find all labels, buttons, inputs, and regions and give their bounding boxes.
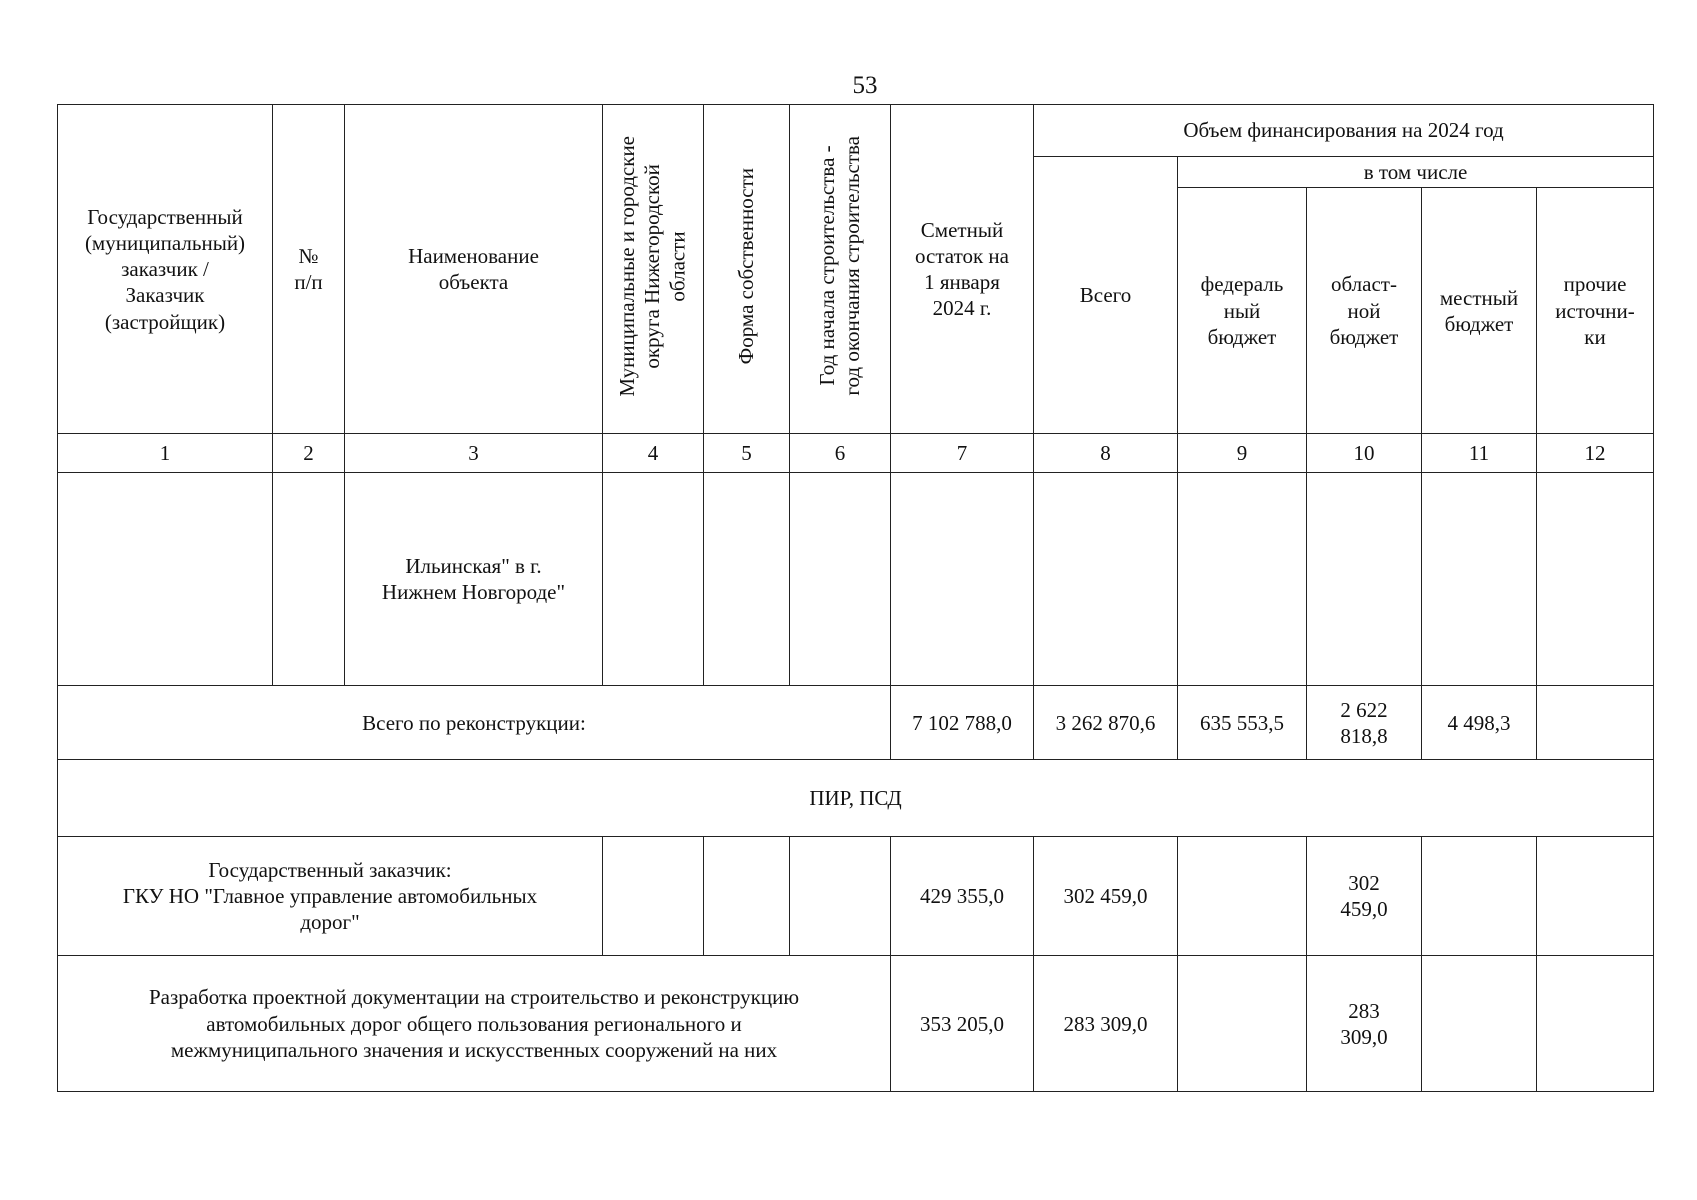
column-number: 9 bbox=[1178, 434, 1307, 473]
column-number: 7 bbox=[891, 434, 1034, 473]
header-object-name: Наименование объекта bbox=[345, 105, 603, 434]
header-customer: Государственный (муниципальный) заказчик / Заказчик (застройщик) bbox=[58, 105, 273, 434]
empty-cell bbox=[1307, 473, 1422, 686]
column-number: 8 bbox=[1034, 434, 1178, 473]
column-number: 4 bbox=[603, 434, 704, 473]
design-row bbox=[58, 956, 1654, 1092]
header-ownership bbox=[704, 105, 790, 434]
design-local bbox=[1422, 956, 1537, 1092]
header-funding-group: Объем финансирования на 2024 год bbox=[1034, 105, 1654, 157]
header-years bbox=[790, 105, 891, 434]
empty-cell bbox=[891, 473, 1034, 686]
design-regional: 283 309,0 bbox=[1307, 956, 1422, 1092]
design-label: Разработка проектной документации на строительство и реконструкцию автомобильных дорог общего пользования регионального и межмуниципального значения и искусственных сооружений на них bbox=[58, 956, 891, 1092]
total-other bbox=[1537, 686, 1654, 760]
header-other: прочие источни- ки bbox=[1537, 188, 1654, 434]
total-estimate: 7 102 788,0 bbox=[891, 686, 1034, 760]
empty-cell bbox=[58, 473, 273, 686]
total-reconstruction-row bbox=[58, 686, 1654, 760]
customer-regional: 302 459,0 bbox=[1307, 837, 1422, 956]
column-number: 5 bbox=[704, 434, 790, 473]
header-ownership-text: Форма собственности bbox=[733, 167, 758, 365]
column-number: 12 bbox=[1537, 434, 1654, 473]
header-years-text: Год начала строительства - год окончания строительства bbox=[814, 136, 864, 396]
total-all: 3 262 870,6 bbox=[1034, 686, 1178, 760]
total-regional: 2 622 818,8 bbox=[1307, 686, 1422, 760]
header-regional: област- ной бюджет bbox=[1307, 188, 1422, 434]
empty-cell bbox=[1422, 473, 1537, 686]
header-municipality-text: Муниципальные и городские округа Нижегородской области bbox=[615, 135, 690, 397]
empty-cell bbox=[273, 473, 345, 686]
header-number: № п/п bbox=[273, 105, 345, 434]
empty-cell bbox=[790, 473, 891, 686]
design-estimate: 353 205,0 bbox=[891, 956, 1034, 1092]
empty-cell bbox=[1178, 473, 1307, 686]
header-federal: федераль ный бюджет bbox=[1178, 188, 1307, 434]
customer-federal bbox=[1178, 837, 1307, 956]
empty-cell bbox=[704, 473, 790, 686]
column-number: 11 bbox=[1422, 434, 1537, 473]
empty-cell bbox=[603, 837, 704, 956]
header-total: Всего bbox=[1034, 157, 1178, 434]
customer-total: 302 459,0 bbox=[1034, 837, 1178, 956]
customer-other bbox=[1537, 837, 1654, 956]
header-row-top bbox=[58, 105, 1654, 157]
column-number: 3 bbox=[345, 434, 603, 473]
section-row bbox=[58, 760, 1654, 837]
design-federal bbox=[1178, 956, 1307, 1092]
column-number: 1 bbox=[58, 434, 273, 473]
column-number: 10 bbox=[1307, 434, 1422, 473]
empty-cell bbox=[603, 473, 704, 686]
column-number: 2 bbox=[273, 434, 345, 473]
header-incl-group: в том числе bbox=[1178, 157, 1654, 188]
object-name-continuation: Ильинская" в г. Нижнем Новгороде" bbox=[345, 473, 603, 686]
continuation-row bbox=[58, 473, 1654, 686]
customer-row bbox=[58, 837, 1654, 956]
empty-cell bbox=[790, 837, 891, 956]
header-local: местный бюджет bbox=[1422, 188, 1537, 434]
customer-label: Государственный заказчик: ГКУ НО "Главное управление автомобильных дорог" bbox=[58, 837, 603, 956]
total-reconstruction-label: Всего по реконструкции: bbox=[58, 686, 891, 760]
customer-local bbox=[1422, 837, 1537, 956]
empty-cell bbox=[1034, 473, 1178, 686]
design-total: 283 309,0 bbox=[1034, 956, 1178, 1092]
section-title: ПИР, ПСД bbox=[58, 760, 1654, 837]
column-number-row bbox=[58, 434, 1654, 473]
header-estimate: Сметный остаток на 1 января 2024 г. bbox=[891, 105, 1034, 434]
total-local: 4 498,3 bbox=[1422, 686, 1537, 760]
design-other bbox=[1537, 956, 1654, 1092]
header-municipality bbox=[603, 105, 704, 434]
financing-table bbox=[57, 104, 1654, 1092]
empty-cell bbox=[1537, 473, 1654, 686]
page-number: 53 bbox=[852, 72, 878, 99]
total-federal: 635 553,5 bbox=[1178, 686, 1307, 760]
empty-cell bbox=[704, 837, 790, 956]
customer-estimate: 429 355,0 bbox=[891, 837, 1034, 956]
column-number: 6 bbox=[790, 434, 891, 473]
